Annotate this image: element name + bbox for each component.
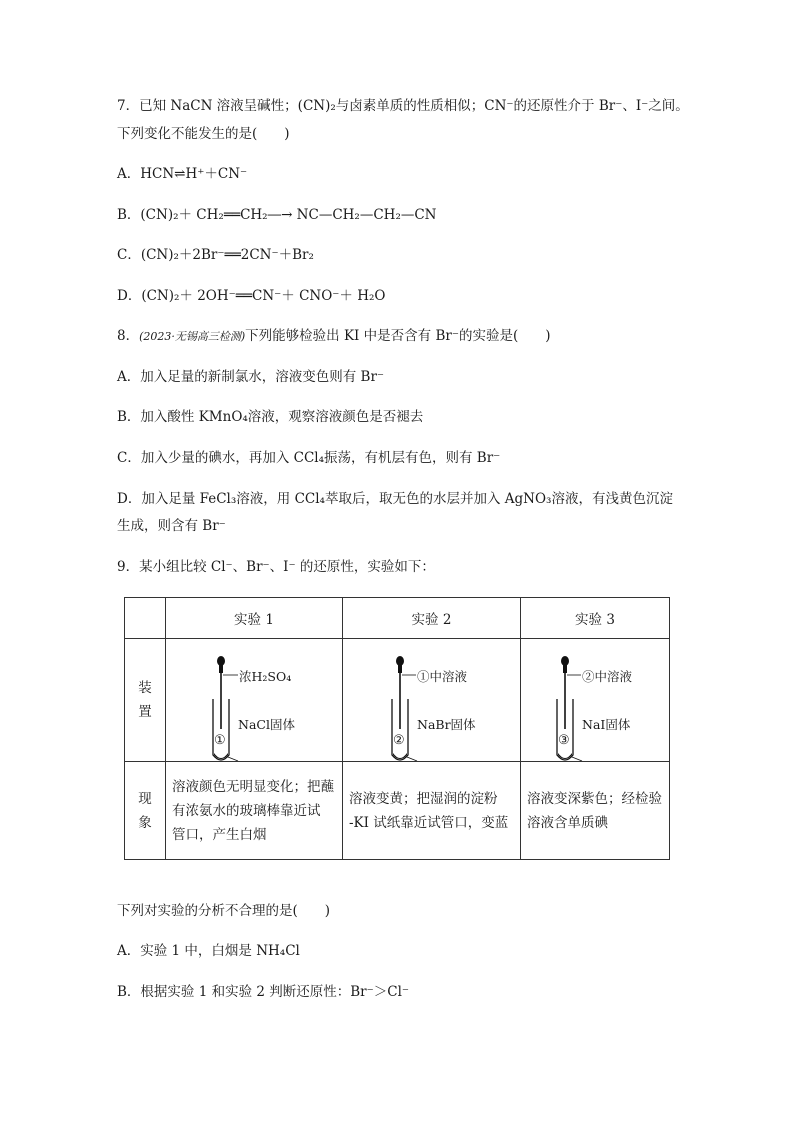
- q7-option-b: B．(CN)₂＋ CH₂══CH₂―→ NC—CH₂—CH₂—CN: [117, 207, 437, 223]
- reagent-label-2: ①中溶液: [417, 669, 468, 684]
- observation-2: 溶液变黄；把湿润的淀粉 -KI 试纸靠近试管口，变蓝: [343, 762, 521, 860]
- circle-number-3: ③: [558, 733, 570, 748]
- solid-label-3: NaI固体: [582, 717, 631, 732]
- q7-option-a: A．HCN⇌H⁺＋CN⁻: [117, 166, 248, 182]
- row-label-observation: 现 象: [125, 762, 166, 860]
- row-label-apparatus: 装 置: [125, 639, 166, 762]
- q7-stem-line2: 下列变化不能发生的是( ): [117, 126, 290, 142]
- reagent-label-3: ②中溶液: [582, 669, 633, 684]
- header-exp1: 实验 1: [166, 598, 343, 639]
- solid-label-1: NaCl固体: [238, 717, 295, 732]
- q9-stem: 9．某小组比较 Cl⁻、Br⁻、I⁻ 的还原性，实验如下：: [117, 559, 435, 575]
- apparatus-2: [343, 639, 521, 762]
- reagent-label-1: 浓H₂SO₄: [239, 669, 292, 684]
- q8-option-c: C．加入少量的碘水，再加入 CCl₄振荡，有机层有色，则有 Br⁻: [117, 450, 501, 466]
- experiment-table: [124, 597, 670, 860]
- q8-option-d: D．加入足量 FeCl₃溶液，用 CCl₄萃取后，取无色的水层并加入 AgNO₃溶液，有浅黄色沉淀: [117, 491, 673, 507]
- test-tube-dropper-icon: [521, 639, 669, 761]
- q7-stem-line1: 7．已知 NaCN 溶液呈碱性；(CN)₂与卤素单质的性质相似；CN⁻的还原性介于 Br⁻、I⁻之间。: [117, 98, 689, 114]
- test-tube-dropper-icon: [343, 639, 520, 761]
- q9-option-a: A．实验 1 中，白烟是 NH₄Cl: [117, 943, 300, 959]
- q8-source: (2023·无锡高三检测): [139, 330, 246, 343]
- apparatus-1: [166, 639, 343, 762]
- table-corner: [125, 598, 166, 639]
- q8-option-a: A．加入足量的新制氯水，溶液变色则有 Br⁻: [117, 369, 385, 385]
- q9-question: 下列对实验的分析不合理的是( ): [117, 903, 331, 919]
- observation-3: 溶液变深紫色；经检验 溶液含单质碘: [521, 762, 670, 860]
- apparatus-3: [521, 639, 670, 762]
- circle-number-2: ②: [393, 733, 405, 748]
- solid-label-2: NaBr固体: [417, 717, 476, 732]
- header-exp3: 实验 3: [521, 598, 670, 639]
- q8-option-b: B．加入酸性 KMnO₄溶液，观察溶液颜色是否褪去: [117, 409, 424, 425]
- q8-option-d-cont: 生成，则含有 Br⁻: [117, 518, 226, 534]
- header-exp2: 实验 2: [343, 598, 521, 639]
- observation-1: 溶液颜色无明显变化；把蘸 有浓氨水的玻璃棒靠近试 管口，产生白烟: [166, 762, 343, 860]
- circle-number-1: ①: [214, 733, 226, 748]
- q8-stem: 8．(2023·无锡高三检测)下列能够检验出 KI 中是否含有 Br⁻的实验是( ): [117, 328, 551, 344]
- q9-option-b: B．根据实验 1 和实验 2 判断还原性：Br⁻＞Cl⁻: [117, 984, 410, 1000]
- q7-option-d: D．(CN)₂＋ 2OH⁻══CN⁻＋ CNO⁻＋ H₂O: [117, 288, 386, 304]
- q7-option-c: C．(CN)₂＋2Br⁻══2CN⁻＋Br₂: [117, 247, 314, 263]
- test-tube-dropper-icon: [166, 639, 342, 761]
